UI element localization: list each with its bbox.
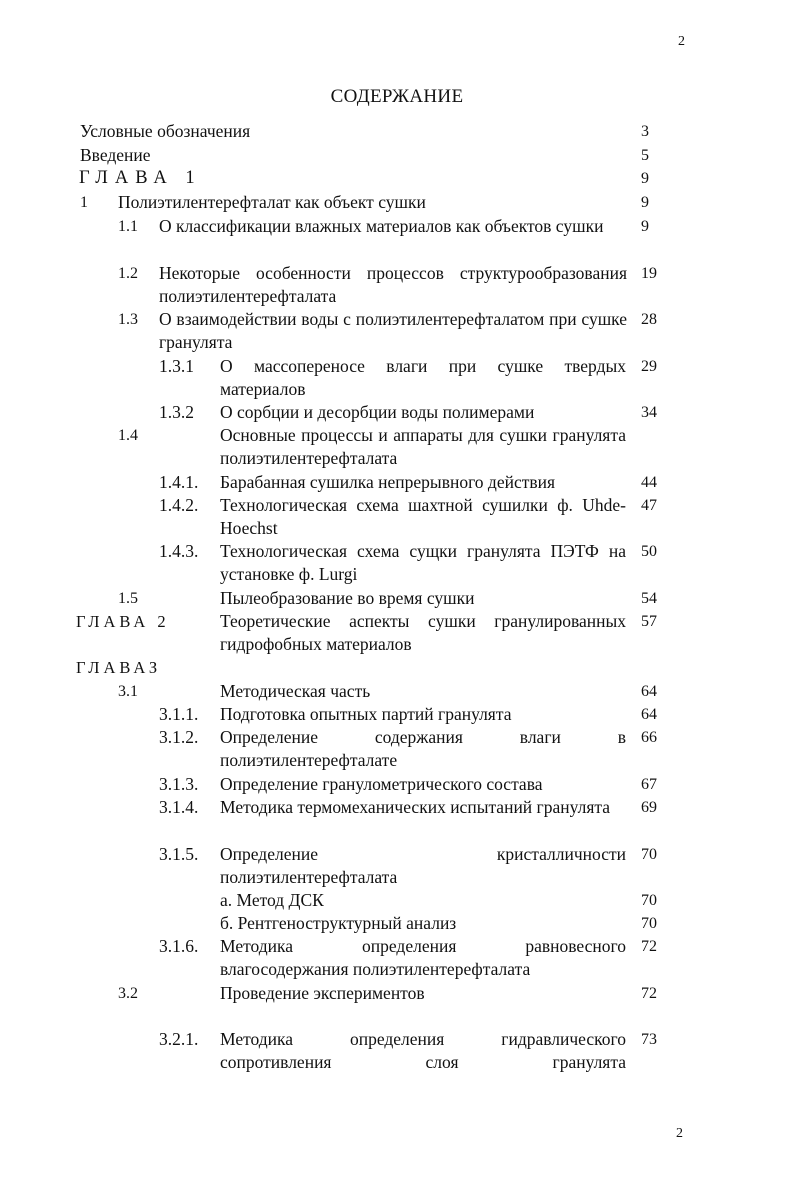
toc-entry-text: а. Метод ДСК: [220, 890, 324, 910]
toc-entry-page: 50: [641, 543, 657, 560]
toc-entry-number: 3.2: [118, 985, 138, 1002]
toc-entry-number: 1.3: [118, 311, 138, 328]
page-number-bottom: 2: [676, 1126, 683, 1141]
toc-entry-page: 29: [641, 358, 657, 375]
toc-entry-text: Методическая часть: [220, 681, 371, 701]
toc-entry-text: О классификации влажных материалов как объектов сушки: [159, 216, 604, 236]
toc-entry-number: 1.4: [118, 427, 138, 444]
toc-entry-text: О сорбции и десорбции воды полимерами: [220, 402, 535, 422]
toc-entry-page: 73: [641, 1031, 657, 1048]
toc-entry-number: 3.1: [118, 683, 138, 700]
toc-entry-text: О взаимодействии воды с полиэтилентерефталатом при сушке гранулята: [159, 309, 627, 352]
toc-entry-page: 64: [641, 683, 657, 700]
toc-entry-page: 9: [641, 170, 649, 187]
toc-entry-text: О массопереносе влаги при сушке твердых материалов: [220, 356, 626, 399]
toc-entry-page: 47: [641, 497, 657, 514]
toc-entry-text: Методика определения гидравлического сопротивления слоя гранулята: [220, 1029, 626, 1072]
toc-entry-text: Условные обозначения: [80, 121, 251, 141]
page-title: СОДЕРЖАНИЕ: [330, 86, 464, 107]
toc-entry-page: 3: [641, 123, 649, 140]
toc-entry-text: Барабанная сушилка непрерывного действия: [220, 472, 556, 492]
toc-entry-text: Подготовка опытных партий гранулята: [220, 704, 512, 724]
toc-entry-number: 1.5: [118, 590, 138, 607]
toc-entry-text: Проведение экспериментов: [220, 983, 425, 1003]
toc-entry-number: 1.1: [118, 218, 138, 235]
toc-entry-number: 1.2: [118, 265, 138, 282]
toc-entry-text: Технологическая схема шахтной сушилки ф. Uhde-Hоеchst: [220, 495, 626, 538]
toc-entry-page: 44: [641, 474, 657, 491]
toc-entry-number: 1.3.1: [159, 356, 194, 376]
toc-entry-text: Теоретические аспекты сушки гранулированных гидрофобных материалов: [220, 611, 626, 654]
toc-entry-text: Некоторые особенности процессов структурообразования полиэтилентерефталата: [159, 263, 627, 306]
toc-entry-text: Определение содержания влаги в полиэтилентерефталате: [220, 727, 626, 770]
toc-entry-number: 3.1.3.: [159, 774, 199, 794]
toc-entry-page: 70: [641, 846, 657, 863]
toc-entry-page: 34: [641, 404, 657, 421]
toc-entry-page: 72: [641, 985, 657, 1002]
toc-entry-page: 70: [641, 915, 657, 932]
toc-entry-page: 64: [641, 706, 657, 723]
toc-entry-number: 1.4.2.: [159, 495, 199, 515]
toc-entry-page: 57: [641, 613, 657, 630]
chapter-label: ГЛАВАЗ: [76, 658, 162, 677]
toc-entry-page: 19: [641, 265, 657, 282]
toc-entry-text: Технологическая схема сущки гранулята ПЭТФ на установке ф. Lurgi: [220, 541, 626, 584]
toc-entry-text: Определение гранулометрического состава: [220, 774, 543, 794]
toc-entry-page: 67: [641, 776, 657, 793]
toc-entry-text: Пылеобразование во время сушки: [220, 588, 475, 608]
toc-entry-page: 9: [641, 194, 649, 211]
toc-entry-page: 66: [641, 729, 657, 746]
toc-entry-number: 1: [80, 194, 88, 211]
toc-entry-text: Методика термомеханических испытаний гранулята: [220, 797, 610, 817]
toc-entry-number: 3.1.1.: [159, 704, 199, 724]
toc-entry-page: 69: [641, 799, 657, 816]
toc-entry-page: 5: [641, 147, 649, 164]
toc-entry-text: Методика определения равновесного влагосодержания полиэтилентерефталата: [220, 936, 626, 979]
chapter-label: ГЛАВА 2: [76, 612, 170, 631]
toc-entry-number: 1.4.3.: [159, 541, 199, 561]
toc-entry-number: 3.1.6.: [159, 936, 199, 956]
toc-entry-text: Определение кристалличности полиэтилентерефталата: [220, 844, 626, 887]
toc-entry-page: 54: [641, 590, 657, 607]
toc-entry-page: 28: [641, 311, 657, 328]
toc-entry-text: Введение: [80, 145, 151, 165]
toc-entry-number: 3.1.5.: [159, 844, 199, 864]
toc-entry-page: 72: [641, 938, 657, 955]
toc-entry-number: 3.1.4.: [159, 797, 199, 817]
toc-entry-text: Полиэтилентерефталат как объект сушки: [118, 192, 426, 212]
toc-entry-number: 1.4.1.: [159, 472, 199, 492]
toc-entry-text: б. Рентгеноструктурный анализ: [220, 913, 457, 933]
toc-entry-page: 9: [641, 218, 649, 235]
toc-entry-number: 1.3.2: [159, 402, 194, 422]
page-number-top: 2: [678, 34, 685, 49]
toc-entry-page: 70: [641, 892, 657, 909]
toc-entry-number: 3.2.1.: [159, 1029, 199, 1049]
chapter-label: ГЛАВА 1: [79, 168, 202, 188]
toc-entry-text: Основные процессы и аппараты для сушки гранулята полиэтилентерефталата: [220, 425, 626, 468]
toc-entry-number: 3.1.2.: [159, 727, 199, 747]
